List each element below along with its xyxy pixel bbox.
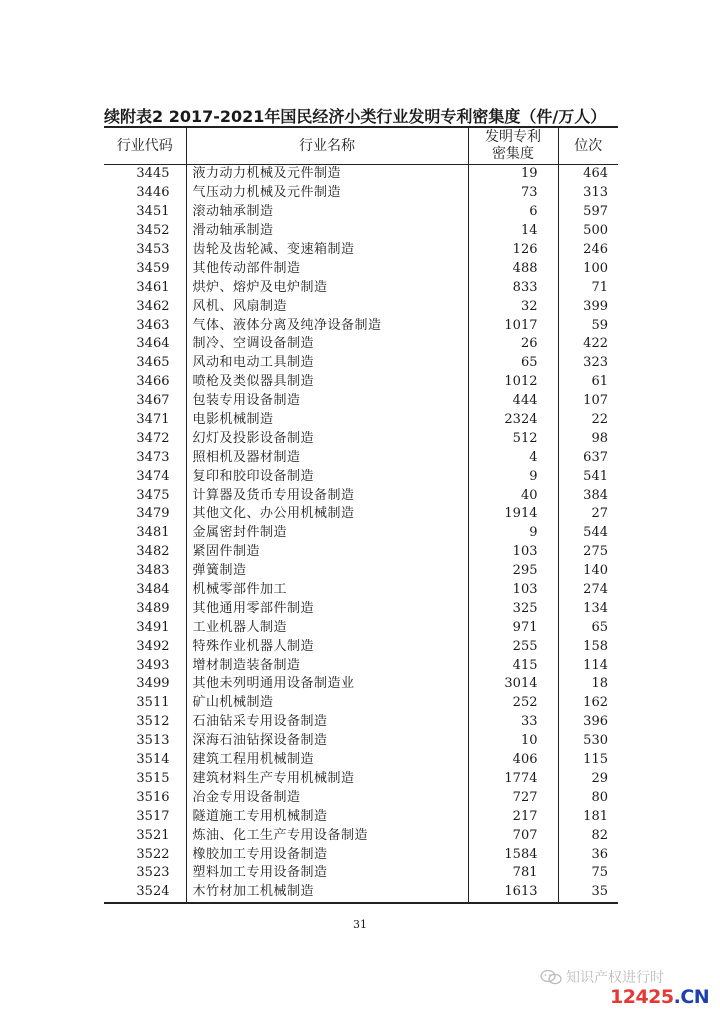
table-row [104,770,618,789]
table-row [104,675,618,694]
cell-density: 14 [468,222,558,241]
cell-rank: 323 [583,355,608,371]
cell-name: 深海石油钻探设备制造 [186,732,468,751]
table-row [104,751,618,770]
table-row [104,524,618,543]
cell-density: 444 [468,392,558,411]
cell-code: 3499 [104,675,186,694]
table-row [104,581,618,600]
cell-density: 325 [468,599,558,618]
table-row [104,562,618,581]
cell-code: 3462 [104,297,186,316]
cell-code: 3481 [104,524,186,543]
cell-density: 217 [468,807,558,826]
cell-rank: 80 [591,789,608,805]
table-body [104,165,618,903]
table-row [104,354,618,373]
cell-rank: 75 [591,865,608,881]
cell-rank: 313 [583,185,608,201]
cell-density: 33 [468,713,558,732]
cell-rank: 100 [583,260,608,276]
table-row [104,316,618,335]
cell-density: 255 [468,637,558,656]
cell-code: 3464 [104,335,186,354]
cell-rank: 61 [591,374,608,390]
table-row [104,883,618,903]
cell-name: 金属密封件制造 [186,524,468,543]
cell-code: 3516 [104,788,186,807]
table-row [104,297,618,316]
cell-code: 3483 [104,562,186,581]
cell-name: 其他传动部件制造 [186,259,468,278]
cell-density: 1914 [468,505,558,524]
cell-density: 9 [468,467,558,486]
cell-density: 10 [468,732,558,751]
cell-density: 707 [468,826,558,845]
cell-density: 103 [468,543,558,562]
table-row [104,203,618,222]
wechat-icon [540,969,562,985]
cell-rank: 274 [583,582,608,598]
cell-density: 1774 [468,770,558,789]
cell-density: 1017 [468,316,558,335]
cell-name: 复印和胶印设备制造 [186,467,468,486]
cell-name: 其他通用零部件制造 [186,599,468,618]
cell-density: 1584 [468,845,558,864]
cell-rank: 544 [583,525,608,541]
cell-density: 971 [468,618,558,637]
cell-name: 冶金专用设备制造 [186,788,468,807]
cell-name: 照相机及器材制造 [186,448,468,467]
cell-density: 252 [468,694,558,713]
cell-density: 65 [468,354,558,373]
cell-name: 其他未列明通用设备制造业 [186,675,468,694]
cell-rank: 422 [583,336,608,352]
cell-name: 隧道施工专用机械制造 [186,807,468,826]
cell-density: 32 [468,297,558,316]
cell-rank: 115 [583,752,608,768]
cell-name: 机械零部件加工 [186,581,468,600]
cell-name: 滚动轴承制造 [186,203,468,222]
watermark-site [610,986,709,1008]
cell-density: 833 [468,278,558,297]
cell-rank: 65 [591,619,608,635]
cell-density: 19 [468,165,558,184]
cell-name: 增材制造装备制造 [186,656,468,675]
density-table-container [104,126,618,904]
header-name: 行业名称 [186,127,468,165]
cell-rank: 500 [583,223,608,239]
cell-density: 727 [468,788,558,807]
cell-density: 488 [468,259,558,278]
watermark-account-name: 知识产权进行时 [566,970,664,986]
table-row [104,278,618,297]
cell-code: 3474 [104,467,186,486]
cell-name: 风机、风扇制造 [186,297,468,316]
cell-code: 3451 [104,203,186,222]
cell-rank: 275 [583,544,608,560]
table-row [104,845,618,864]
page-number: 31 [353,918,367,931]
header-density-line1: 发明专利 [485,129,541,145]
page-title: 续附表2 2017-2021年国民经济小类行业发明专利密集度（件/万人） [104,107,607,126]
table-header [104,127,618,165]
cell-code: 3523 [104,864,186,883]
cell-code: 3467 [104,392,186,411]
cell-rank: 140 [583,563,608,579]
cell-density: 295 [468,562,558,581]
cell-name: 炼油、化工生产专用设备制造 [186,826,468,845]
cell-code: 3492 [104,637,186,656]
cell-code: 3471 [104,411,186,430]
cell-rank: 36 [591,846,608,862]
cell-rank: 35 [558,883,618,903]
table-row [104,543,618,562]
table-row [104,373,618,392]
cell-code: 3463 [104,316,186,335]
cell-code: 3446 [104,184,186,203]
watermark-site-number: 12425 [610,986,674,1008]
cell-code: 3489 [104,599,186,618]
cell-rank: 181 [583,808,608,824]
cell-rank: 29 [591,770,608,786]
cell-code: 3491 [104,618,186,637]
table-row [104,335,618,354]
table-row [104,807,618,826]
cell-name: 计算器及货币专用设备制造 [186,486,468,505]
cell-rank: 134 [583,600,608,616]
table-row [104,165,618,184]
header-code: 行业代码 [104,127,186,165]
cell-rank: 384 [583,487,608,503]
cell-name: 工业机器人制造 [186,618,468,637]
cell-density: 6 [468,203,558,222]
cell-rank: 158 [583,638,608,654]
cell-code: 3522 [104,845,186,864]
cell-code: 3475 [104,486,186,505]
table-row [104,618,618,637]
cell-density: 512 [468,429,558,448]
cell-name: 建筑工程用机械制造 [186,751,468,770]
table-row [104,656,618,675]
cell-rank: 22 [591,412,608,428]
cell-rank: 18 [591,676,608,692]
cell-code: 3493 [104,656,186,675]
cell-name: 建筑材料生产专用机械制造 [186,770,468,789]
table-row [104,486,618,505]
cell-name: 风动和电动工具制造 [186,354,468,373]
cell-code: 3517 [104,807,186,826]
cell-name: 烘炉、熔炉及电炉制造 [186,278,468,297]
cell-density: 4 [468,448,558,467]
cell-rank: 98 [591,430,608,446]
cell-code: 3459 [104,259,186,278]
cell-rank: 27 [591,506,608,522]
cell-density: 73 [468,184,558,203]
cell-name: 液力动力机械及元件制造 [186,165,468,184]
cell-density: 415 [468,656,558,675]
cell-code: 3472 [104,429,186,448]
cell-name: 气压动力机械及元件制造 [186,184,468,203]
table-row [104,788,618,807]
cell-rank: 396 [583,714,608,730]
table-row [104,826,618,845]
density-table [104,126,618,904]
cell-density: 126 [468,241,558,260]
cell-name: 滑动轴承制造 [186,222,468,241]
cell-code: 3473 [104,448,186,467]
cell-rank: 107 [583,393,608,409]
cell-name: 制冷、空调设备制造 [186,335,468,354]
cell-code: 3465 [104,354,186,373]
cell-density: 3014 [468,675,558,694]
table-row [104,505,618,524]
header-density-line2: 密集度 [492,146,534,162]
table-row [104,429,618,448]
cell-density: 40 [468,486,558,505]
table-row [104,732,618,751]
cell-name: 特殊作业机器人制造 [186,637,468,656]
cell-name: 矿山机械制造 [186,694,468,713]
table-row [104,411,618,430]
cell-rank: 541 [583,468,608,484]
cell-name: 幻灯及投影设备制造 [186,429,468,448]
cell-name: 齿轮及齿轮减、变速箱制造 [186,241,468,260]
cell-rank: 399 [583,298,608,314]
table-row [104,864,618,883]
cell-rank: 464 [583,166,608,182]
cell-rank: 71 [591,279,608,295]
cell-code: 3479 [104,505,186,524]
cell-code: 3524 [104,883,186,903]
cell-name: 包装专用设备制造 [186,392,468,411]
cell-code: 3445 [104,165,186,184]
cell-code: 3513 [104,732,186,751]
cell-name: 石油钻采专用设备制造 [186,713,468,732]
cell-density: 1012 [468,373,558,392]
table-row [104,392,618,411]
cell-rank: 637 [583,449,608,465]
cell-name: 其他文化、办公用机械制造 [186,505,468,524]
cell-density: 103 [468,581,558,600]
cell-code: 3453 [104,241,186,260]
cell-code: 3484 [104,581,186,600]
table-row [104,467,618,486]
cell-rank: 530 [583,733,608,749]
cell-name: 橡胶加工专用设备制造 [186,845,468,864]
table-row [104,222,618,241]
cell-name: 塑料加工专用设备制造 [186,864,468,883]
watermark-account [540,967,664,987]
table-row [104,694,618,713]
watermark-site-suffix: .CN [673,986,710,1008]
cell-density: 9 [468,524,558,543]
cell-density: 1613 [468,883,558,903]
cell-name: 木竹材加工机械制造 [186,883,468,903]
table-row [104,184,618,203]
cell-name: 电影机械制造 [186,411,468,430]
cell-name: 喷枪及类似器具制造 [186,373,468,392]
table-row [104,637,618,656]
cell-name: 紧固件制造 [186,543,468,562]
cell-rank: 82 [591,827,608,843]
cell-code: 3514 [104,751,186,770]
cell-code: 3511 [104,694,186,713]
header-rank: 位次 [574,137,603,154]
cell-name: 弹簧制造 [186,562,468,581]
table-row [104,599,618,618]
cell-code: 3515 [104,770,186,789]
cell-code: 3466 [104,373,186,392]
cell-rank: 246 [583,242,608,257]
cell-rank: 59 [591,317,608,333]
table-row [104,259,618,278]
cell-code: 3512 [104,713,186,732]
cell-code: 3461 [104,278,186,297]
cell-name: 气体、液体分离及纯净设备制造 [186,316,468,335]
cell-rank: 597 [583,204,608,220]
cell-density: 781 [468,864,558,883]
cell-code: 3482 [104,543,186,562]
header-density [468,127,558,165]
cell-code: 3521 [104,826,186,845]
table-row [104,241,618,260]
cell-density: 26 [468,335,558,354]
cell-density: 2324 [468,411,558,430]
table-row [104,448,618,467]
cell-code: 3452 [104,222,186,241]
cell-rank: 162 [583,695,608,711]
cell-density: 406 [468,751,558,770]
cell-rank: 114 [583,657,608,673]
table-row [104,713,618,732]
